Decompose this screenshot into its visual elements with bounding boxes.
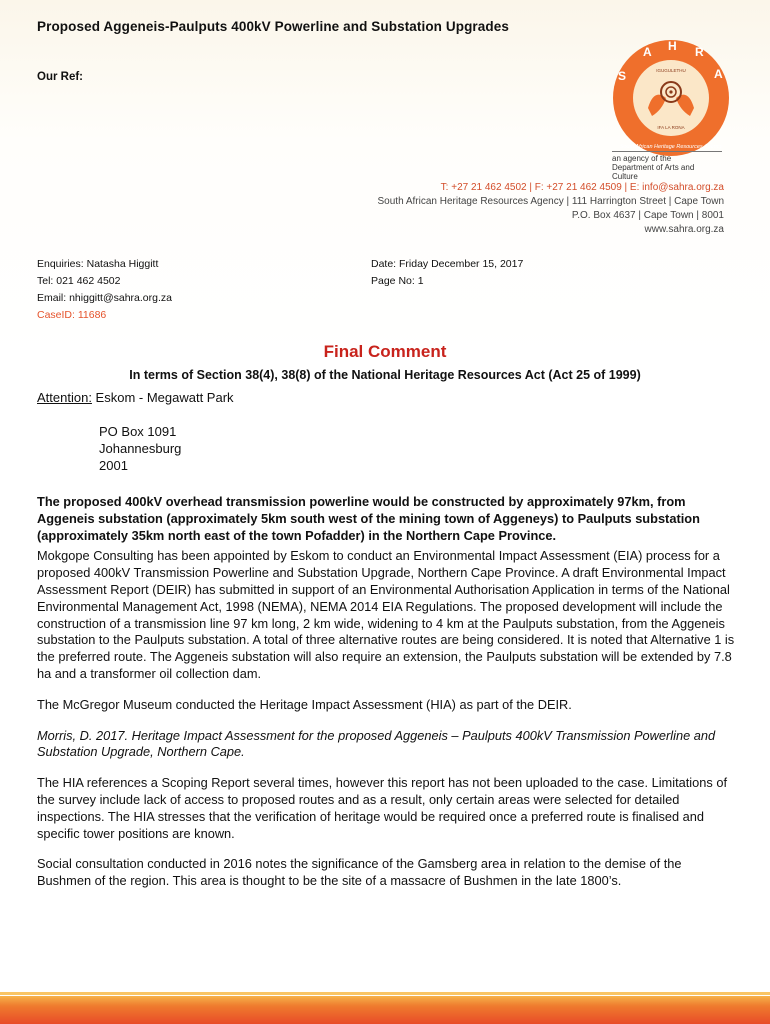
attention-value: Eskom - Megawatt Park	[91, 390, 234, 405]
attention-label: Attention:	[37, 390, 92, 405]
contact-phones: T: +27 21 462 4502 | F: +27 21 462 4509 | E: info@sahra.org.za	[440, 182, 724, 193]
letter-date: Date: Friday December 15, 2017	[371, 258, 524, 270]
logo-letter-a1: A	[643, 45, 652, 59]
recipient-address	[99, 423, 181, 474]
logo-letter-s: S	[618, 69, 627, 83]
email: Email: nhiggitt@sahra.org.za	[37, 292, 172, 304]
attention-line	[37, 390, 234, 405]
agency-note	[612, 151, 722, 181]
limitations-paragraph: The HIA references a Scoping Report several times, however this report has not been uploaded to the case. Limitations of the survey include lack of access to proposed routes and as a result, only certain areas were selected for detailed inspections. The HIA stresses that the verification of heritage would be required once a preferred route is finalised and specific tower positions are known.	[37, 775, 727, 841]
eia-paragraph: Mokgope Consulting has been appointed by Eskom to conduct an Environmental Impact Assessment (EIA) process for a proposed 400kV Transmission Powerline and Substation Upgrade, Northern Cape Province. A draft Environmental Impact Assessment Report (DEIR) has submitted in support of an Environmental Authorisation Application in terms of the National Environmental Management Act, 1998 (NEMA), NEMA 2014 EIA Regulations. The proposed development will include the construction of a transmission line 97 km long, 2 km wide, widening to 4 km at the Paulputs substation, from the Aggeneis substation to the Paulputs substation. A total of three alternative routes are being considered. It is noted that Alternative 1 is the preferred route. The Aggeneis substation will also require an extension, the Paulputs substation will be extended by 7.8 ha and a transformer oil collection dam.	[37, 548, 735, 681]
reference-paragraph: Morris, D. 2017. Heritage Impact Assessment for the proposed Aggeneis – Paulputs 400kV Transmission Powerline and Substation Upgrade, Northern Cape.	[37, 727, 716, 760]
contact-address-1: South African Heritage Resources Agency | 111 Harrington Street | Cape Town	[377, 196, 724, 207]
logo-letter-r: R	[695, 45, 704, 59]
our-ref-label: Our Ref:	[37, 71, 83, 83]
agency-line-2: Department of Arts and Culture	[612, 163, 695, 181]
address-line-2: Johannesburg	[99, 441, 182, 456]
logo-ring-text: South African Heritage Resources Agency	[619, 144, 723, 150]
logo-letter-a2: A	[714, 67, 723, 81]
page-number: Page No: 1	[371, 275, 424, 287]
contact-web: www.sahra.org.za	[644, 224, 724, 235]
date-details	[371, 256, 523, 290]
act-reference: In terms of Section 38(4), 38(8) of the National Heritage Resources Act (Act 25 of 1999)	[129, 368, 641, 382]
letter-body	[37, 494, 737, 904]
logo-inner-top-text: IGUGULETHU	[656, 68, 686, 73]
summary-paragraph: The proposed 400kV overhead transmission powerline would be constructed by approximately 97km, from Aggeneis substation (approximately 5km south west of the mining town of Aggeneys) to Paulputs substation (approximately 35km north east of the town Pofadder) in the Northern Cape Province.	[37, 494, 700, 543]
enquiry-details	[37, 256, 172, 324]
telephone: Tel: 021 462 4502	[37, 275, 121, 287]
enquiries: Enquiries: Natasha Higgitt	[37, 258, 159, 270]
contact-block	[378, 181, 725, 237]
agency-line-1: an agency of the	[612, 154, 672, 163]
hia-paragraph: The McGregor Museum conducted the Heritage Impact Assessment (HIA) as part of the DEIR.	[37, 696, 572, 712]
document-title: Proposed Aggeneis-Paulputs 400kV Powerline and Substation Upgrades	[37, 19, 509, 34]
contact-address-2: P.O. Box 4637 | Cape Town | 8001	[571, 210, 724, 221]
logo-letter-h: H	[668, 39, 677, 53]
address-line-1: PO Box 1091	[99, 424, 177, 439]
footer-accent-line	[0, 992, 770, 995]
logo-inner-bottom-text: IFA LA RONA	[657, 125, 685, 130]
case-id: CaseID: 11686	[37, 309, 107, 321]
social-paragraph: Social consultation conducted in 2016 notes the significance of the Gamsberg area in relation to the demise of the Bushmen of the region. This area is thought to be the site of a massacre of Bushmen in the late 1800’s.	[37, 856, 682, 889]
final-comment-heading: Final Comment	[323, 342, 447, 361]
address-line-3: 2001	[99, 458, 128, 473]
footer-bar	[0, 996, 770, 1024]
